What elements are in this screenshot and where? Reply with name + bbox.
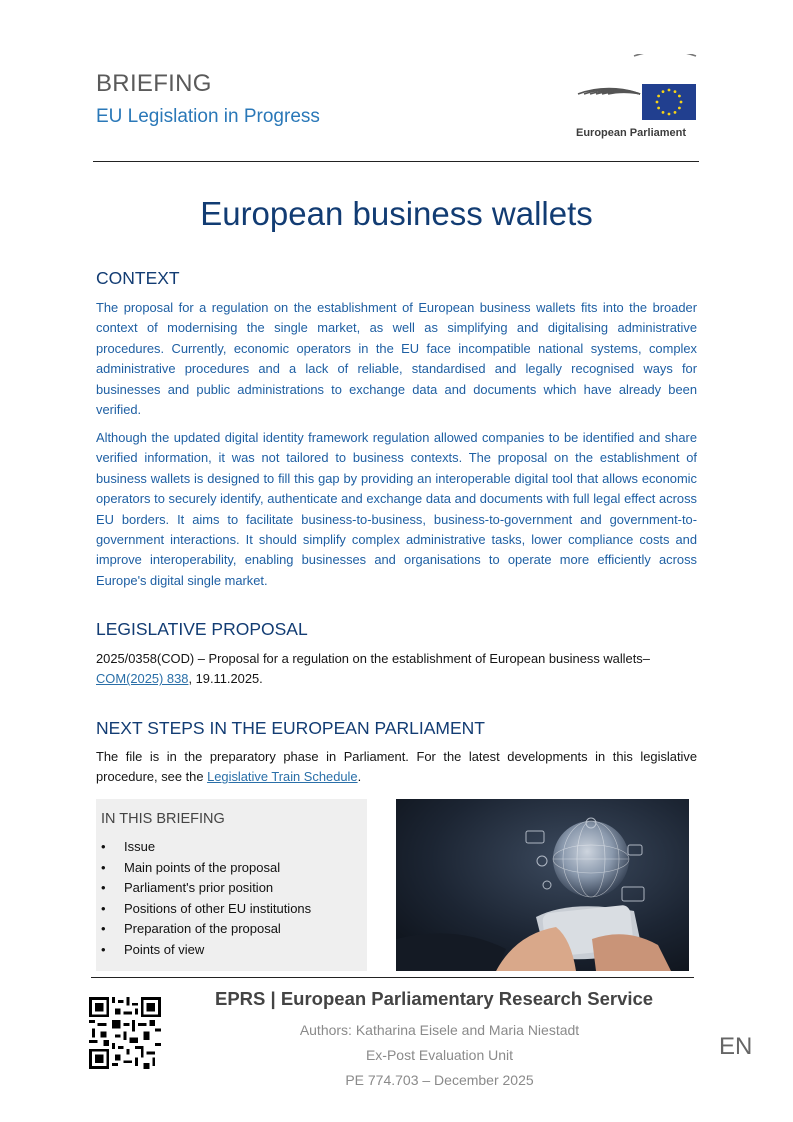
legislative-proposal-heading: LEGISLATIVE PROPOSAL bbox=[96, 619, 308, 639]
com-document-link[interactable]: COM(2025) 838 bbox=[96, 671, 189, 687]
toc-item: • Main points of the proposal bbox=[101, 858, 311, 879]
unit: Ex-Post Evaluation Unit bbox=[365, 1047, 514, 1063]
footer-divider bbox=[91, 977, 694, 978]
context-heading: CONTEXT bbox=[96, 268, 180, 288]
legislative-text-after: , 19.11.2025. bbox=[188, 671, 263, 687]
header-divider bbox=[93, 161, 699, 162]
toc-item: • Issue bbox=[101, 837, 311, 858]
toc-item: • Positions of other EU institutions bbox=[101, 899, 311, 920]
authors: Authors: Katharina Eisele and Maria Niestadt bbox=[299, 1022, 580, 1038]
language-code: EN bbox=[719, 1033, 753, 1060]
next-steps-heading: NEXT STEPS IN THE EUROPEAN PARLIAMENT bbox=[96, 718, 485, 738]
legislative-text-before: 2025/0358(COD) – Proposal for a regulation on the establishment of European business wallets– bbox=[96, 651, 650, 666]
context-paragraph-1: The proposal for a regulation on the establishment of European business wallets fits into the broader context of modernising the single market, as well as simplifying and digitalising administrative procedures. Currently, economic operators in the EU face incompatible national systems, complex administrative procedures and a lack of reliable, standardised and legally recognised ways for businesses and public administrations to exchange data and documents which have already been verified. bbox=[96, 300, 697, 418]
qr-code bbox=[89, 997, 161, 1069]
cover-photo-hand-phone-globe bbox=[396, 799, 689, 971]
ep-logo-text: European Parliament bbox=[576, 127, 687, 139]
in-this-briefing-heading: IN THIS BRIEFING bbox=[101, 811, 225, 827]
document-reference: PE 774.703 – December 2025 bbox=[345, 1072, 534, 1088]
toc-item: • Parliament's prior position bbox=[101, 878, 311, 899]
toc-item: • Preparation of the proposal bbox=[101, 919, 311, 940]
legislative-proposal-text bbox=[96, 649, 697, 690]
toc-item: • Points of view bbox=[101, 940, 311, 961]
next-steps-text-after: . bbox=[357, 769, 362, 785]
briefing-subtitle: EU Legislation in Progress bbox=[96, 106, 320, 127]
next-steps-text-before: The file is in the preparatory phase in Parliament. For the latest developments in this legislative procedure, see the bbox=[96, 749, 697, 785]
legislative-train-link[interactable]: Legislative Train Schedule bbox=[207, 769, 358, 785]
in-this-briefing-list bbox=[101, 837, 311, 960]
context-paragraph-2: Although the updated digital identity framework regulation allowed companies to be identified and share verified information, it was not tailored to business contexts. The proposal on the establishment of business wallets is designed to fill this gap by providing an interoperable digital tool that allows economic operators to securely identify, authenticate and exchange data and documents with full legal effect across EU borders. It aims to facilitate business-to-business, business-to-government and government-to-government interactions. It should simplify complex administrative tasks, lower compliance costs and improve interoperability, enabling businesses and organisations to operate more efficiently across Europe's digital single market. bbox=[96, 430, 697, 588]
eprs-title: EPRS | European Parliamentary Research Service bbox=[215, 988, 654, 1009]
next-steps-text bbox=[96, 747, 697, 788]
page-title: European business wallets bbox=[200, 195, 593, 232]
briefing-label: BRIEFING bbox=[96, 70, 212, 97]
